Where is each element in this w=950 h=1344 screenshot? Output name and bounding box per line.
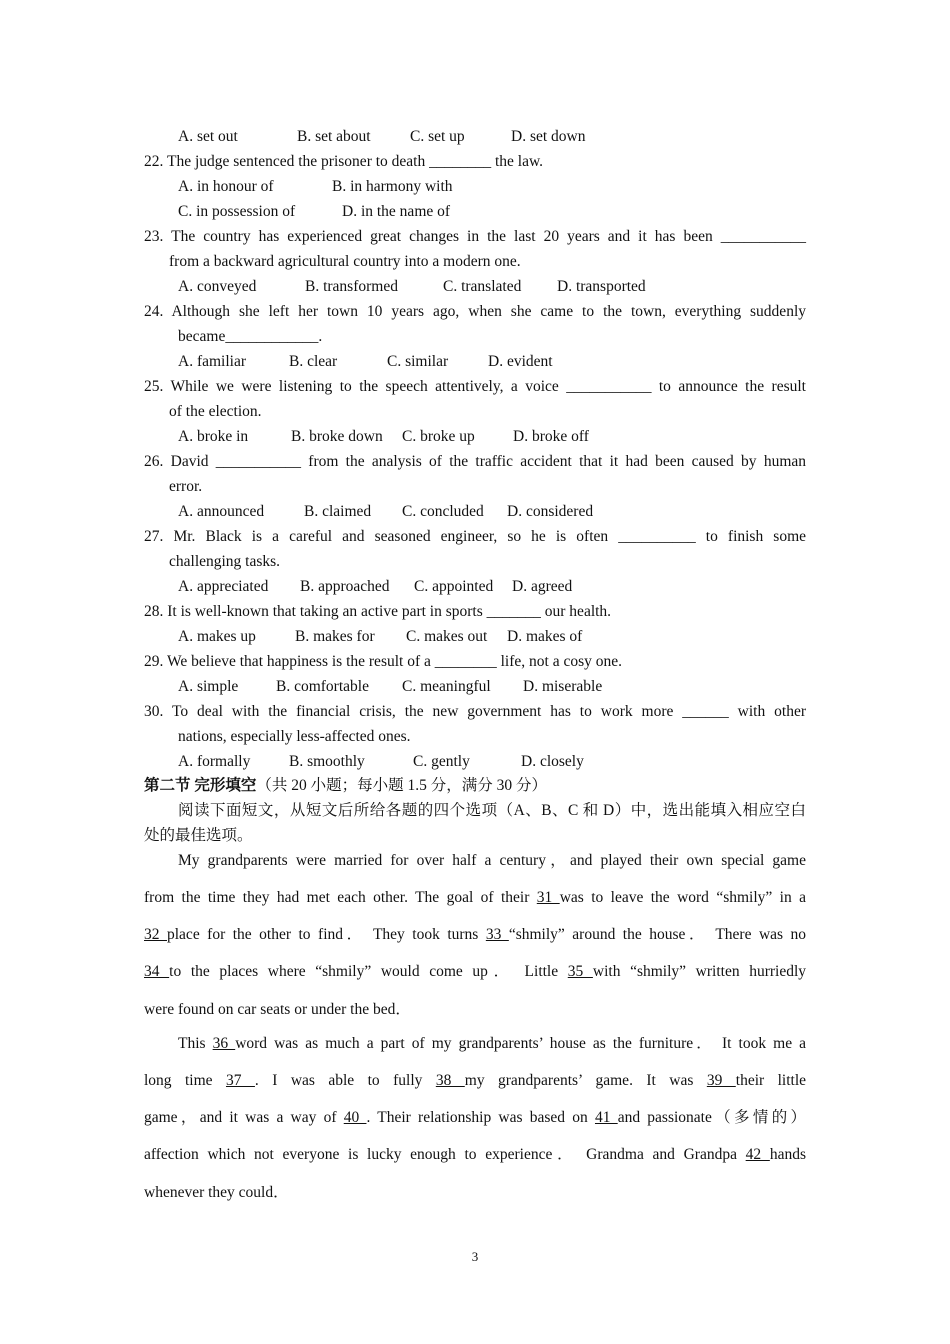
q23-stem: 23. The country has experienced great changes in the last 20 years and it has been ___________ xyxy=(144,228,806,245)
q30-stem-cont: nations, especially less-affected ones. xyxy=(178,728,411,745)
q25-option-d: D. broke off xyxy=(513,428,589,445)
q26-option-b: B. claimed xyxy=(304,503,372,520)
q24-option-b: B. clear xyxy=(289,353,338,370)
passage-line: were found on car seats or under the bed． xyxy=(144,1001,411,1018)
blank-41: 41 xyxy=(594,1109,618,1126)
q29-option-a: A. simple xyxy=(178,678,239,695)
blank-37: 37 xyxy=(225,1072,255,1089)
q24-option-d: D. evident xyxy=(488,353,553,370)
q30-option-a: A. formally xyxy=(178,753,251,770)
q24-stem: 24. Although she left her town 10 years ago, when she came to the town, everything suddenly xyxy=(144,303,806,320)
q28-stem: 28. It is well-known that taking an active part in sports _______ our health. xyxy=(144,603,612,620)
section-heading xyxy=(144,776,806,796)
blank-34: 34 xyxy=(144,963,170,980)
q21-option-a: A. set out xyxy=(178,128,238,145)
q28-option-a: A. makes up xyxy=(178,628,256,645)
section-note: （共 20 小题；每小题 1.5 分，满分 30 分） xyxy=(256,777,548,794)
q25-option-b: B. broke down xyxy=(291,428,383,445)
q26-stem-cont: error. xyxy=(169,478,203,495)
blank-42: 42 xyxy=(745,1146,770,1163)
blank-36: 36 xyxy=(212,1035,236,1052)
q27-stem: 27. Mr. Black is a careful and seasoned engineer, so he is often __________ to finish some xyxy=(144,528,806,545)
q28-option-b: B. makes for xyxy=(295,628,375,645)
blank-35: 35 xyxy=(567,963,593,980)
q30-option-d: D. closely xyxy=(521,753,584,770)
q23-option-c: C. translated xyxy=(443,278,522,295)
passage-line: game，and it was a way of 40 . Their relationship was based on 41 and passionate（多情的） xyxy=(144,1109,807,1126)
q30-stem: 30. To deal with the financial crisis, the new government has to work more ______ with other xyxy=(144,703,806,720)
q23-stem-cont: from a backward agricultural country into a modern one. xyxy=(169,253,521,270)
q24-option-c: C. similar xyxy=(387,353,449,370)
q22-option-d: D. in the name of xyxy=(342,203,451,220)
q24-stem-cont: became____________. xyxy=(178,328,323,345)
blank-40: 40 xyxy=(343,1109,367,1126)
q23-option-b: B. transformed xyxy=(305,278,398,295)
section-instructions: 阅读下面短文，从短文后所给各题的四个选项（A、B、C 和 D）中，选出能填入相应空白 xyxy=(178,802,806,819)
blank-39: 39 xyxy=(706,1072,736,1089)
passage-line: whenever they could． xyxy=(144,1184,289,1201)
q27-option-a: A. appreciated xyxy=(178,578,269,595)
passage-line: 32 place for the other to find． They took turns 33 “shmily” around the house． There was no xyxy=(144,926,807,943)
q22-option-b: B. in harmony with xyxy=(332,178,453,195)
q27-option-c: C. appointed xyxy=(414,578,494,595)
passage-line: from the time they had met each other. The goal of their 31 was to leave the word “shmily” in a xyxy=(144,889,807,906)
passage-line: This 36 word was as much a part of my grandparents’ house as the furniture． It took me a xyxy=(178,1035,807,1052)
passage-line: 34 to the places where “shmily” would come up． Little 35 with “shmily” written hurriedly xyxy=(144,963,807,980)
q26-stem: 26. David ___________ from the analysis of the traffic accident that it had been caused by human xyxy=(144,453,807,470)
q21-option-b: B. set about xyxy=(297,128,371,145)
q24-option-a: A. familiar xyxy=(178,353,247,370)
section-instructions-cont: 处的最佳选项。 xyxy=(144,827,253,844)
q23-option-a: A. conveyed xyxy=(178,278,257,295)
q27-stem-cont: challenging tasks. xyxy=(169,553,281,570)
q25-stem-cont: of the election. xyxy=(169,403,262,420)
q22-option-c: C. in possession of xyxy=(178,203,296,220)
q25-stem: 25. While we were listening to the speech attentively, a voice ___________ to announce the result xyxy=(144,378,806,395)
q30-option-b: B. smoothly xyxy=(289,753,365,770)
q29-option-c: C. meaningful xyxy=(402,678,491,695)
q26-option-d: D. considered xyxy=(507,503,594,520)
q22-stem: 22. The judge sentenced the prisoner to death ________ the law. xyxy=(144,153,544,170)
q29-stem: 29. We believe that happiness is the result of a ________ life, not a cosy one. xyxy=(144,653,623,670)
q30-option-c: C. gently xyxy=(413,753,470,770)
page-number: 3 xyxy=(471,1249,479,1264)
passage-line: affection which not everyone is lucky enough to experience． Grandma and Grandpa 42 hands xyxy=(144,1146,806,1163)
q28-option-c: C. makes out xyxy=(406,628,488,645)
q25-option-a: A. broke in xyxy=(178,428,249,445)
q21-option-d: D. set down xyxy=(511,128,586,145)
q28-option-d: D. makes of xyxy=(507,628,583,645)
q29-option-b: B. comfortable xyxy=(276,678,369,695)
passage-line: My grandparents were married for over half a century，and played their own special game xyxy=(178,852,806,869)
q26-option-c: C. concluded xyxy=(402,503,484,520)
q29-option-d: D. miserable xyxy=(523,678,603,695)
blank-38: 38 xyxy=(435,1072,465,1089)
blank-33: 33 xyxy=(485,926,509,943)
q27-option-b: B. approached xyxy=(300,578,390,595)
passage-line: long time 37 . I was able to fully 38 my grandparents’ game. It was 39 their little xyxy=(144,1072,807,1089)
blank-32: 32 xyxy=(144,926,167,943)
section-title: 第二节 完形填空 xyxy=(144,777,257,794)
q22-option-a: A. in honour of xyxy=(178,178,274,195)
blank-31: 31 xyxy=(536,889,560,906)
q26-option-a: A. announced xyxy=(178,503,265,520)
q21-option-c: C. set up xyxy=(410,128,465,145)
q25-option-c: C. broke up xyxy=(402,428,475,445)
q27-option-d: D. agreed xyxy=(512,578,573,595)
q23-option-d: D. transported xyxy=(557,278,646,295)
